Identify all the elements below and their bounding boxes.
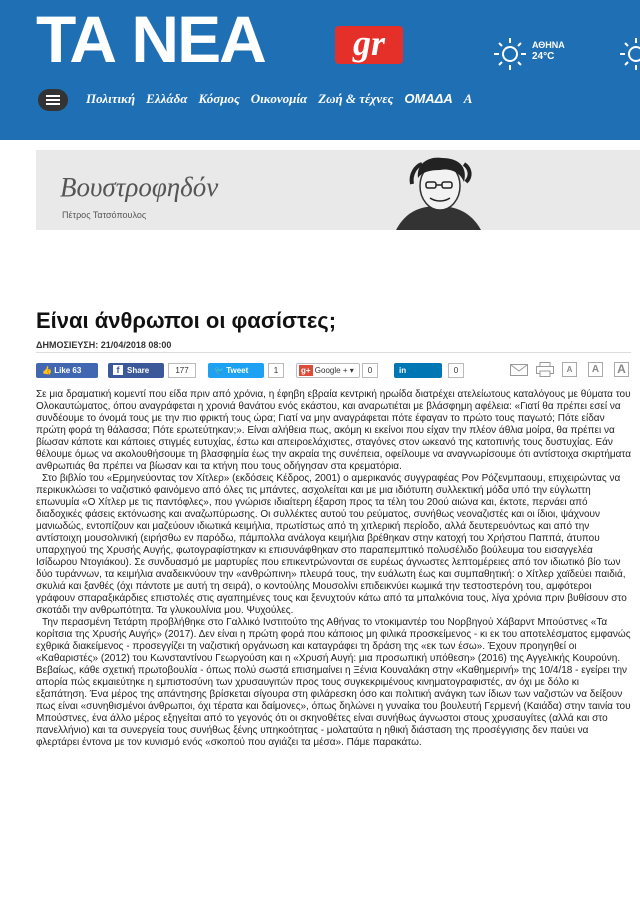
site-logo[interactable]: ΤΑ ΝΕΑ	[36, 2, 265, 76]
hamburger-icon[interactable]	[38, 89, 68, 111]
nav-item-politiki[interactable]: Πολιτική	[86, 91, 136, 106]
font-small-button[interactable]: A	[562, 362, 577, 377]
sun-icon	[492, 36, 528, 72]
publish-date: ΔΗΜΟΣΙΕΥΣΗ: 21/04/2018 08:00	[36, 340, 172, 350]
nav-item-zoi-texnes[interactable]: Ζωή & τέχνες	[318, 91, 394, 106]
nav-item-more[interactable]: Α	[463, 91, 473, 106]
nav-item-oikonomia[interactable]: Οικονομία	[250, 91, 308, 106]
tweet-count: 1	[268, 363, 284, 378]
weather-city: ΑΘΗΝΑ	[532, 40, 565, 50]
thumbs-up-icon: 👍	[42, 366, 52, 375]
google-plus-button[interactable]: g+ Google + ▾	[296, 363, 360, 378]
author-portrait-illustration	[376, 156, 506, 230]
linkedin-share-button[interactable]: in	[394, 363, 442, 378]
site-header	[0, 0, 640, 140]
sun-icon	[618, 36, 640, 72]
weather-temp: 24°C	[532, 51, 555, 62]
facebook-like-button[interactable]: 👍 Like 63	[36, 363, 98, 378]
font-large-button[interactable]: A	[614, 362, 629, 377]
column-title: Βουστροφηδόν	[60, 172, 219, 202]
main-nav	[0, 86, 640, 116]
title-divider	[36, 352, 631, 353]
article-paragraph: Σε μια δραματική κομεντί που είδα πριν από χρόνια, η έφηβη εβραία κεντρική ηρωίδα διατρέχει ατελείωτους καταλόγους με θύματα του Ολοκαυτώματος, όπου αναγράφεται η χρονιά θανάτου ενός εκάστου, και αναρωτιέται με βλάσφημη αφέλεια: «Γιατί θα πρέπει εσεί να συνδέουμε το όνομά τους με την πιο φρικτή τους ώρα; Γιατί να μην αναγράφεται πότε έφαγαν το πρώτο τους παγωτό; Πότε είδαν πρώτη φορά τη θάλασσα; Πότε ερωτεύτηκαν;». Είναι αλήθεια πως, ακόμη κι εκείνοι που είχαν την πλέον άθλια μοίρα, θα πρέπει να βίωσαν κάποτε και κάποιες στιγμές ευτυχίας, έστω και απειροελάχιστες, σταγόνες στον ωκεανό της κατοπινής τους δυστυχίας. Εάν θέλουμε όμως να ακολουθήσουμε τη βλασφημία έως την ακραία της συνέπεια, οφείλουμε να αναγνωρίσουμε ότι αντίστοιχα σκιρτήματα ανθρωπιάς θα πρέπει να βίωσαν και τα κτήνη που τους οδήγησαν στα κρεματόρια.	[36, 389, 632, 472]
article-paragraph: Στο βιβλίο του «Ερμηνεύοντας τον Χίτλερ» (εκδόσεις Κέδρος, 2001) ο αμερικανός συγγραφέας Ρον Ρόζενμπαουμ, επιχειρώντας να περικυκλώσει το ναζιστικό φαινόμενο από όλες τις μπάντες, ασχολείται και με μια ιδιότυπη συλλεκτική μόδα υπό την εύγλωττη επωνυμία «Ο Χίτλερ με τις παντόφλες», που γνώρισε ιδιαίτερη έξαρση προς τα τέλη του 20ού αιώνα και, έκτοτε, περνάει από διαδοχικές φάσεις εκτόνωσης και αναζωπύρωσης. Οι συλλέκτες αυτού του ρεύματος, συνήθως νεοναζιστές και οι ίδιοι, ψάχνουν μανιωδώς, εντοπίζουν και μαζεύουν ιδιωτικά κειμήλια, πρωτίστως από τη χιτλερική περίοδο, αλλά δευτερευόντως και από την αντίστοιχη μουσολινική (ειρήσθω εν παρόδω, πάμπολλα ανάλογα κειμήλια βρέθηκαν στην κατοχή του Χρήστου Παππά, άτυπου υπαρχηγού της Χρυσής Αυγής, φωτογραφίστηκαν κι επισυνάφθηκαν στο παραπεμπτικό πολυσέλιδο βούλευμα του εισαγγελέα Ισίδωρου Ντογιάκου). Σε συνδυασμό με μαρτυρίες που επικεντρώνονται σε ευρέως άγνωστες λεπτομέρειες από τον ιδιωτικό βίο των δύο τυράννων, τα κειμήλια αναδεικνύουν την «ανθρώπινη» πλευρά τους, την ευάλωτη έως και συμπαθητική: ο Χίτλερ χαϊδεύει παιδιά, σκυλιά και ξανθές (όχι πάντοτε με αυτή τη σειρά), ο κοντούλης Μουσολίνι επιδεικνύει κωμικά την τεστοστερόνη του, αμφότεροι γράφουν σπαραξικάρδιες επιστολές στις αγαπημένες τους και ξενυχτούν κάτω από τα μπαλκόνια τους, λίγα χρόνια πριν βυθίσουν στο σκοτάδι την ανθρωπότητα. Τα γλυκουλίνια μου. Ψυχούλες.	[36, 473, 627, 616]
nav-item-omada[interactable]: ΟΜΑΔΑ	[404, 91, 453, 106]
facebook-share-button[interactable]: f Share	[108, 363, 164, 378]
article-body	[36, 389, 632, 749]
article-title: Είναι άνθρωποι οι φασίστες;	[36, 308, 337, 333]
logo-gr-badge[interactable]: gr	[335, 26, 403, 64]
print-icon[interactable]	[536, 362, 554, 377]
column-banner[interactable]	[36, 150, 640, 230]
tweet-button[interactable]: 🐦 Tweet	[208, 363, 264, 378]
facebook-icon: f	[113, 365, 123, 375]
nav-item-ellada[interactable]: Ελλάδα	[146, 91, 188, 106]
facebook-share-count: 177	[168, 363, 196, 378]
linkedin-count: 0	[448, 363, 464, 378]
nav-item-kosmos[interactable]: Κόσμος	[198, 91, 240, 106]
google-plus-count: 0	[362, 363, 378, 378]
column-author: Πέτρος Τατσόπουλος	[62, 210, 147, 220]
article-paragraph: Την περασμένη Τετάρτη προβλήθηκε στο Γαλλικό Ινστιτούτο της Αθήνας το ντοκιμαντέρ του Νορβηγού Χάβαρντ Μπούστνες «Τα κορίτσια της Χρυσής Αυγής» (2017). Δεν είναι η πρώτη φορά που κάποιος μη φιλικά προσκείμενος - κι εκ του αποτελέσματος εμφανώς εχθρικά διακείμενος - προσεγγίζει τη ναζιστική οργάνωση και καταγράφει τη δράση της «εκ των έσω». Έχουν προηγηθεί οι «Καθαριστές» (2012) του Κωνσταντίνου Γεωργούση και η «Χρυσή Αυγή: μια προσωπική υπόθεση» (2016) της Αγγελικής Κουρούνη. Βεβαίως, κάθε σχετική πρωτοβουλία - όπως πολύ σωστά επισημαίνει η Ξένια Κουναλάκη στην «Καθημερινή» της 10/4/18 - εγείρει την απορία πώς εκμαιεύτηκε η εμπιστοσύνη των χρυσαυγιτών προς τους συγκεκριμένους κινηματογραφιστές, αν όχι με δόλο κι εξαπάτηση. Ένα μέρος της απάντησης βρίσκεται σίγουρα στη φιλάρεσκη όσο και πολιτική ανάγκη των ίδιων των ναζιστών να δείξουν πως είναι «συνηθισμένοι άνθρωποι, όχι τέρατα και δαίμονες», όπως δηλώνει η γυναίκα του βουλευτή Γερμενή (Καιάδα) στην ταινία του Μπούστνες, ένα άλλο μέρος εξηγείται από το γεγονός ότι οι σκηνοθέτες είναι συνήθως άγνωστοι στους χρυσαυγίτες (αλλά και στο πανελλήνιο) και τα συνεργεία τους συνήθως ξένης υπηκοότητας - μολαταύτα η ηθική διάσταση της προσέγγισης δεν παύει να φλερτάρει έντονα με τον κυνισμό ενός «σκοπού που αγιάζει τα μέσα». Πάμε παρακάτω.	[36, 617, 631, 748]
email-icon[interactable]	[510, 364, 528, 376]
twitter-bird-icon: 🐦	[214, 366, 224, 375]
font-medium-button[interactable]: A	[588, 362, 603, 377]
google-plus-icon: g+	[301, 366, 311, 375]
